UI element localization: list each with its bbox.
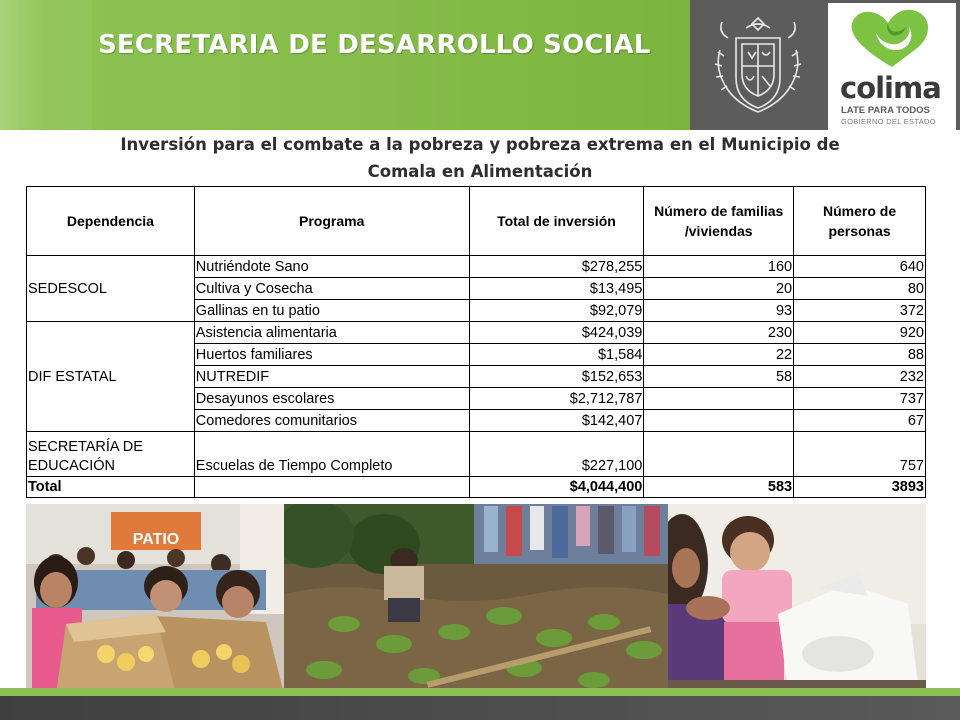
inversion-cell: $1,584: [469, 344, 644, 366]
familias-cell: 22: [644, 344, 794, 366]
total-inversion-cell: $4,044,400: [469, 477, 644, 498]
total-label-cell: Total: [27, 477, 195, 498]
subtitle-line-2: Comala en Alimentación: [367, 162, 593, 181]
total-empty-cell: [194, 477, 469, 498]
header-left-strip: [0, 0, 44, 130]
table-header-row: [27, 187, 926, 256]
inversion-cell: $278,255: [469, 256, 644, 278]
total-familias-cell: 583: [644, 477, 794, 498]
mother-child-food-aid-photo: [668, 504, 926, 694]
familias-cell: [644, 388, 794, 410]
children-with-chicks-photo: [26, 504, 284, 694]
familias-cell: 160: [644, 256, 794, 278]
programa-cell: Comedores comunitarios: [194, 410, 469, 432]
personas-cell: 757: [794, 432, 926, 477]
familias-cell: [644, 410, 794, 432]
state-coat-of-arms-icon: [706, 10, 810, 120]
programa-cell: NUTREDIF: [194, 366, 469, 388]
table-row: [27, 322, 926, 344]
subtitle-line-1: Inversión para el combate a la pobreza y pobreza extrema en el Municipio de: [120, 135, 840, 154]
personas-cell: 372: [794, 300, 926, 322]
dependencia-cell: DIF ESTATAL: [27, 322, 195, 432]
footer-bar: [0, 696, 960, 720]
col-header-inversion: Total de inversión: [469, 187, 644, 256]
garden-planting-photo: [284, 504, 668, 694]
programa-cell: Nutriéndote Sano: [194, 256, 469, 278]
dependencia-cell: SECRETARÍA DE EDUCACIÓN: [27, 432, 195, 477]
table-row: [27, 432, 926, 477]
table-row: [27, 256, 926, 278]
programa-cell: Asistencia alimentaria: [194, 322, 469, 344]
logo-subline: GOBIERNO DEL ESTADO: [841, 117, 936, 126]
photo-strip: [26, 504, 926, 694]
dependencia-cell: SEDESCOL: [27, 256, 195, 322]
banner-text: PATIO: [132, 531, 180, 548]
inversion-cell: $13,495: [469, 278, 644, 300]
page-subtitle: [40, 131, 920, 185]
heart-logo-icon: [828, 3, 956, 73]
col-header-dependencia: Dependencia: [27, 187, 195, 256]
col-header-personas: Número de personas: [794, 187, 926, 256]
programa-cell: Cultiva y Cosecha: [194, 278, 469, 300]
inversion-cell: $2,712,787: [469, 388, 644, 410]
inversion-cell: $92,079: [469, 300, 644, 322]
col-header-programa: Programa: [194, 187, 469, 256]
personas-cell: 67: [794, 410, 926, 432]
col-header-familias: Número de familias /viviendas: [644, 187, 794, 256]
programa-cell: Gallinas en tu patio: [194, 300, 469, 322]
inversion-cell: $152,653: [469, 366, 644, 388]
logo-word: colima: [840, 71, 941, 105]
familias-cell: 20: [644, 278, 794, 300]
programa-cell: Escuelas de Tiempo Completo: [194, 432, 469, 477]
personas-cell: 640: [794, 256, 926, 278]
header-title: SECRETARIA DE DESARROLLO SOCIAL: [98, 30, 651, 60]
footer-green-strip: [0, 688, 960, 696]
personas-cell: 737: [794, 388, 926, 410]
personas-cell: 80: [794, 278, 926, 300]
total-personas-cell: 3893: [794, 477, 926, 498]
familias-cell: 58: [644, 366, 794, 388]
familias-cell: [644, 432, 794, 477]
logo-tagline: LATE PARA TODOS: [841, 105, 930, 116]
header-pale-strip: [44, 0, 92, 130]
personas-cell: 920: [794, 322, 926, 344]
inversion-cell: $142,407: [469, 410, 644, 432]
personas-cell: 88: [794, 344, 926, 366]
familias-cell: 93: [644, 300, 794, 322]
total-row: [27, 477, 926, 498]
colima-logo: [828, 3, 956, 135]
programa-cell: Desayunos escolares: [194, 388, 469, 410]
investment-table: [26, 186, 926, 498]
programa-cell: Huertos familiares: [194, 344, 469, 366]
personas-cell: 232: [794, 366, 926, 388]
inversion-cell: $424,039: [469, 322, 644, 344]
inversion-cell: $227,100: [469, 432, 644, 477]
familias-cell: 230: [644, 322, 794, 344]
